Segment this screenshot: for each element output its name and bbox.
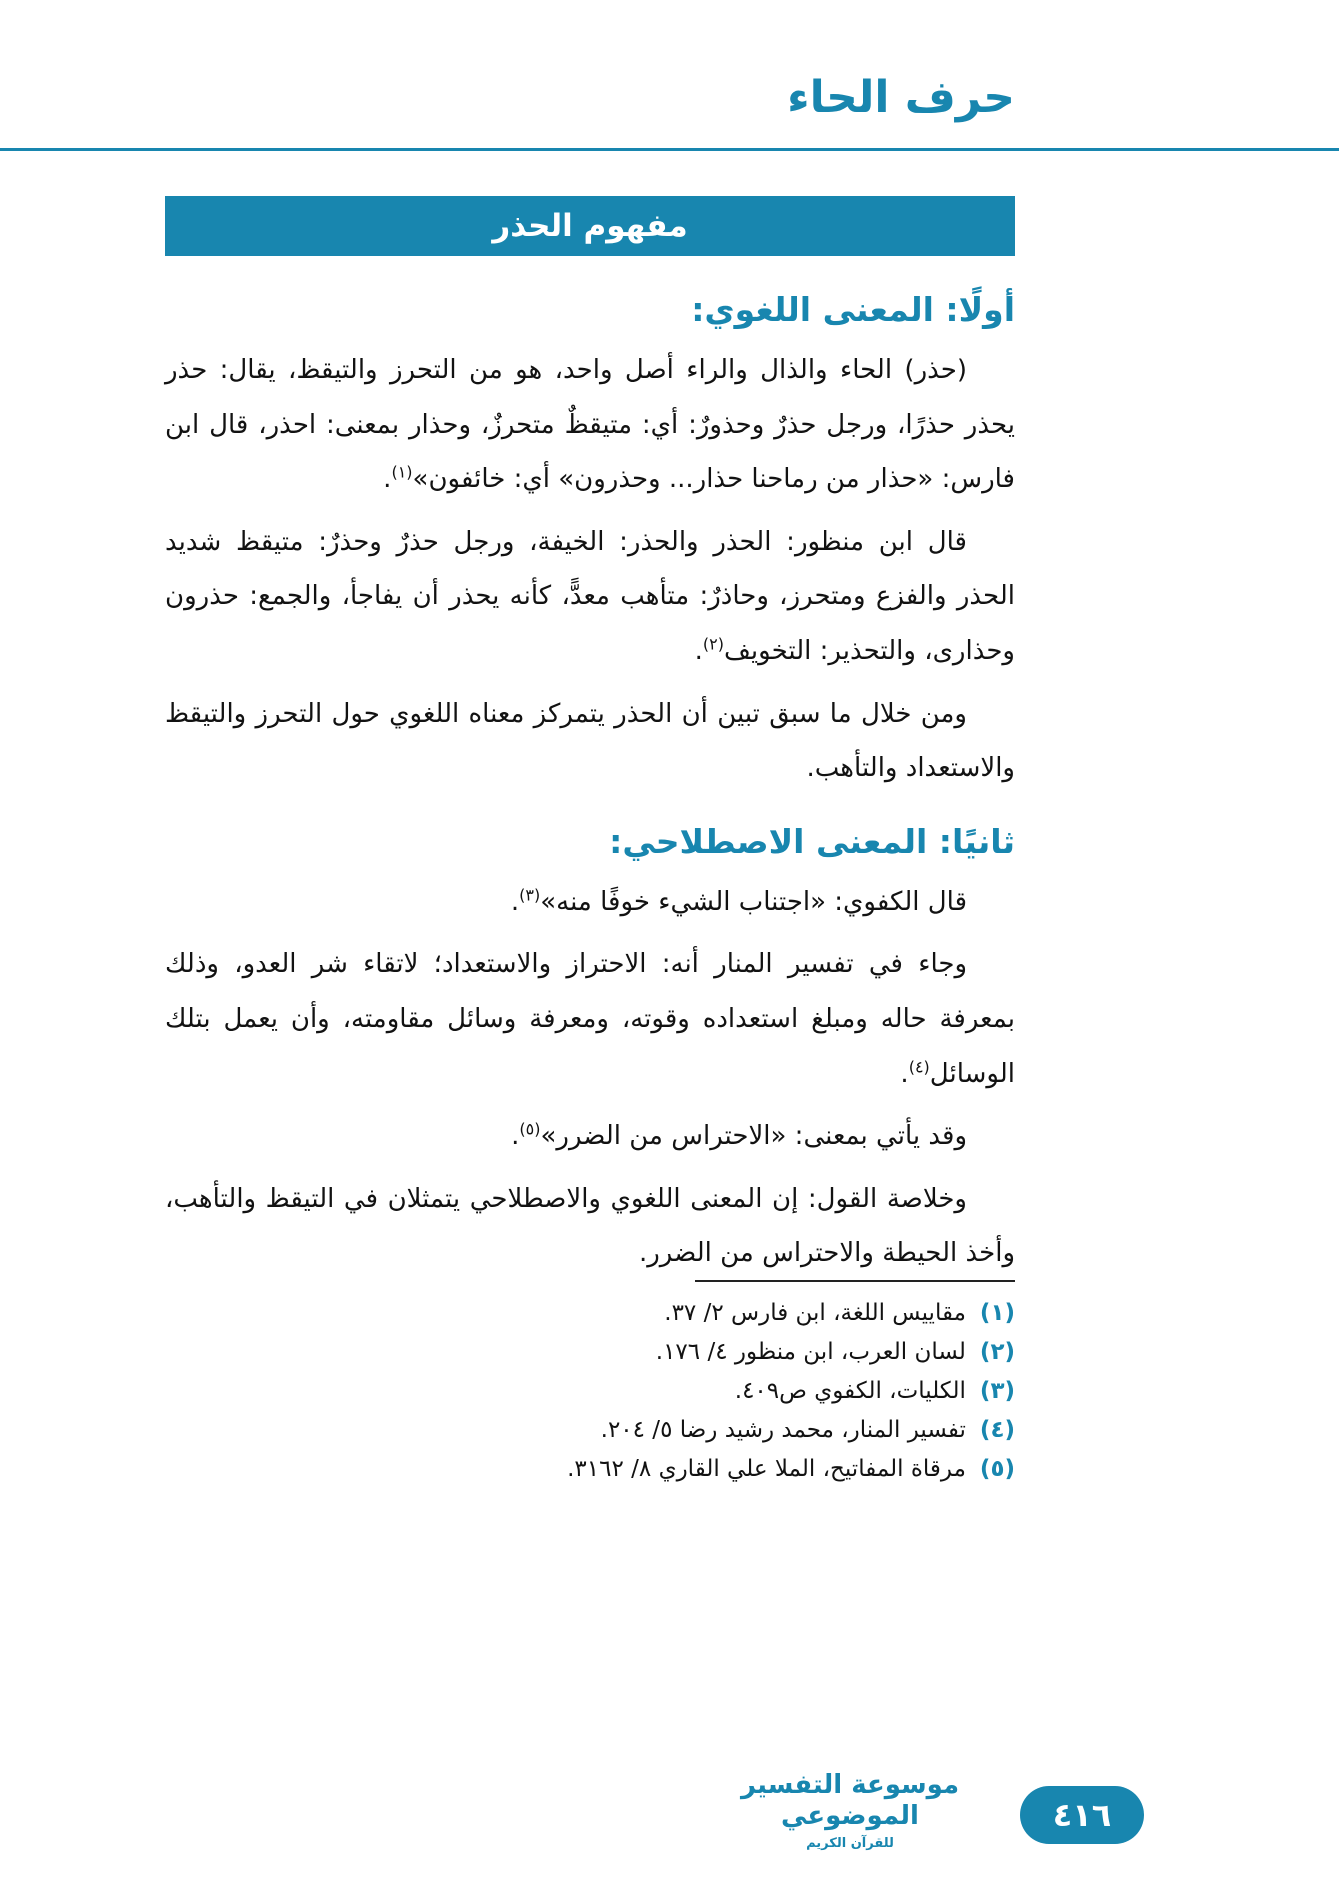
- paragraph: [165, 875, 1015, 930]
- footnote-item: [375, 1450, 1015, 1489]
- footnote-number: (٢): [979, 1339, 1015, 1366]
- header-rule: [0, 148, 1339, 151]
- footnote-marker-5: (٥): [519, 1119, 541, 1139]
- paragraph-text: قال الكفوي: «اجتناب الشيء خوفًا منه»: [540, 886, 967, 917]
- publisher-logo-subtitle: للقرآن الكريم: [806, 1836, 894, 1852]
- paragraph-tail: .: [510, 886, 520, 917]
- paragraph-tail: .: [511, 1121, 520, 1152]
- footnote-text: تفسير المنار، محمد رشيد رضا ٥/ ٢٠٤.: [600, 1417, 966, 1444]
- footnote-number: (٥): [979, 1456, 1015, 1483]
- section-banner: [165, 196, 1015, 256]
- section-banner-title: مفهوم الحذر: [492, 208, 688, 244]
- paragraph-text: قال ابن منظور: الحذر والحذر: الخيفة، ورجل حذرٌ وحذرٌ: متيقظ شديد الحذر والفزع ومتحرز، وحاذرٌ: متأهب معدًّ، كأنه يحذر أن يفاجأ، والجمع: حذرون وحذارى، والتحذير: التخويف: [165, 526, 1015, 666]
- paragraph-text: وجاء في تفسير المنار أنه: الاحتراز والاستعداد؛ لاتقاء شر العدو، وذلك بمعرفة حاله ومبلغ استعداده وقوته، ومعرفة وسائل مقاومته، وأن يعمل بتلك الوسائل: [165, 949, 1015, 1089]
- footnote-separator: [695, 1280, 1015, 1282]
- content-column: [165, 196, 1015, 1289]
- paragraph-text: وقد يأتي بمعنى: «الاحتراس من الضرر»: [540, 1121, 967, 1152]
- paragraph: [165, 1109, 1015, 1164]
- paragraph-text: (حذر) الحاء والذال والراء أصل واحد، هو من التحرز والتيقظ، يقال: حذر يحذر حذرًا، ورجل حذرٌ وحذورٌ: أي: متيقظٌ متحرزٌ، وحذار بمعنى: احذر، قال ابن فارس: «حذار من رماحنا حذار... وحذرون» أي: خائفون»: [165, 355, 1015, 495]
- footnote-number: (٣): [979, 1378, 1015, 1405]
- paragraph: [165, 937, 1015, 1101]
- footnote-text: مقاييس اللغة، ابن فارس ٢/ ٣٧.: [664, 1300, 966, 1326]
- paragraph: [165, 343, 1015, 507]
- footnote-item: [375, 1333, 1015, 1372]
- footnote-marker-2: (٢): [702, 634, 724, 654]
- footnote-text: لسان العرب، ابن منظور ٤/ ١٧٦.: [655, 1339, 966, 1366]
- paragraph-tail: .: [694, 635, 703, 666]
- paragraph-text: ومن خلال ما سبق تبين أن الحذر يتمركز معناه اللغوي حول التحرز والتيقظ والاستعداد والتأهب.: [165, 698, 1015, 784]
- footnote-marker-4: (٤): [908, 1056, 930, 1076]
- page-number: ٤١٦: [1052, 1796, 1112, 1834]
- paragraph: [165, 515, 1015, 679]
- paragraph-tail: .: [900, 1058, 909, 1089]
- footnote-item: [375, 1294, 1015, 1333]
- footnote-item: [375, 1411, 1015, 1450]
- footnote-item: [375, 1372, 1015, 1411]
- paragraph-tail: .: [383, 464, 392, 495]
- footnotes-block: [375, 1280, 1015, 1489]
- heading-linguistic-meaning: أولًا: المعنى اللغوي:: [691, 290, 1015, 329]
- paragraph-text: وخلاصة القول: إن المعنى اللغوي والاصطلاحي يتمثلان في التيقظ والتأهب، وأخذ الحيطة والاحتراس من الضرر.: [165, 1183, 1015, 1269]
- paragraph: [165, 687, 1015, 796]
- footnote-text: مرقاة المفاتيح، الملا علي القاري ٨/ ٣١٦٢.: [567, 1456, 966, 1483]
- chapter-title: حرف الحاء: [787, 72, 1015, 123]
- heading-terminological-meaning: ثانيًا: المعنى الاصطلاحي:: [609, 821, 1015, 861]
- footnote-marker-1: (١): [391, 462, 413, 482]
- footnote-number: (٤): [979, 1417, 1015, 1444]
- publisher-logo: [730, 1770, 970, 1852]
- footnote-marker-3: (٣): [519, 885, 541, 905]
- publisher-logo-title: موسوعة التفسير الموضوعي: [740, 1770, 960, 1832]
- page-number-badge: [1020, 1786, 1144, 1844]
- footnote-number: (١): [979, 1300, 1015, 1326]
- paragraph: [165, 1172, 1015, 1281]
- footnote-text: الكليات، الكفوي ص٤٠٩.: [734, 1378, 966, 1405]
